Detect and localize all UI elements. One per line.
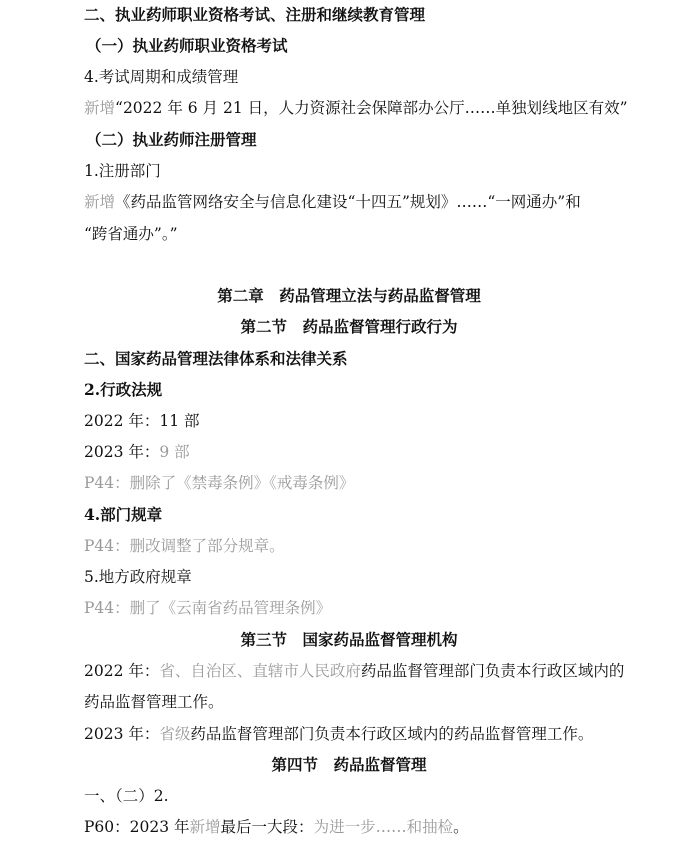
new-label: 新增 bbox=[84, 193, 116, 211]
year-2022-count bbox=[84, 410, 674, 432]
dept-rules-title: 4.部门规章 bbox=[84, 505, 163, 524]
section-three-heading: 第三节 国家药品监督管理机构 bbox=[240, 630, 458, 649]
sub-one-title: （一）执业药师职业资格考试 bbox=[86, 36, 288, 55]
p44-deletion-text: 删除了《禁毒条例》《戒毒条例》 bbox=[129, 474, 355, 492]
p44-adjust-note bbox=[84, 535, 674, 557]
p44-yunnan-text: 删了《云南省药品管理条例》 bbox=[129, 599, 332, 617]
p44-label: P44： bbox=[84, 537, 130, 555]
p60-label: P60：2023 年 bbox=[84, 818, 190, 836]
year-2023-label: 2023 年： bbox=[84, 443, 160, 461]
new-exam-paragraph bbox=[84, 97, 674, 119]
agency-2023-label: 2023 年： bbox=[84, 725, 160, 743]
agency-2023-text: 药品监督管理部门负责本行政区域内的药品监督管理工作。 bbox=[190, 725, 594, 743]
new-registration-text: 《药品监管网络安全与信息化建设“十四五”规划》……“一网通办”和 bbox=[115, 193, 581, 211]
p60-gray-text: 为进一步……和抽检 bbox=[313, 818, 454, 836]
agency-2022-text: 药品监督管理部门负责本行政区域内的 bbox=[360, 662, 625, 680]
p60-mid-text: 最后一大段： bbox=[220, 818, 314, 836]
section-two-heading: 第二节 药品监督管理行政行为 bbox=[240, 317, 458, 336]
year-2022-label: 2022 年： bbox=[84, 412, 160, 430]
agency-2022-gray: 省、自治区、直辖市人民政府 bbox=[159, 662, 361, 680]
p44-deletion-note bbox=[84, 472, 674, 494]
section-four-heading: 第四节 药品监督管理 bbox=[271, 755, 427, 774]
new-registration-text-cont: “跨省通办”。” bbox=[84, 225, 178, 243]
p44-adjust-text: 删改调整了部分规章。 bbox=[129, 537, 285, 555]
year-2022-value: 11 部 bbox=[159, 412, 200, 430]
agency-2022-label: 2022 年： bbox=[84, 662, 160, 680]
p60-end-text: 。 bbox=[453, 818, 469, 836]
agency-2022-paragraph bbox=[84, 660, 674, 682]
admin-regulations-title: 2.行政法规 bbox=[84, 380, 163, 399]
item-1-2: 一、（二）2. bbox=[84, 787, 169, 805]
p44-yunnan-note bbox=[84, 597, 674, 619]
agency-2023-paragraph bbox=[84, 723, 674, 745]
sub-two-title: （二）执业药师注册管理 bbox=[86, 130, 257, 149]
year-2023-value: 9 部 bbox=[159, 443, 190, 461]
year-2023-count bbox=[84, 441, 674, 463]
agency-2022-cont: 药品监督管理工作。 bbox=[84, 693, 224, 711]
law-system-title: 二、国家药品管理法律体系和法律关系 bbox=[84, 349, 348, 368]
item-4-exam-cycle: 4.考试周期和成绩管理 bbox=[84, 68, 239, 86]
new-label: 新增 bbox=[84, 99, 116, 117]
p60-new-label: 新增 bbox=[189, 818, 221, 836]
new-registration-paragraph bbox=[84, 191, 674, 213]
local-rules-title: 5.地方政府规章 bbox=[84, 568, 192, 586]
p44-label: P44： bbox=[84, 599, 130, 617]
p60-note bbox=[84, 816, 674, 838]
chapter-two-title: 第二章 药品管理立法与药品监督管理 bbox=[217, 286, 481, 305]
item-1-registration-dept: 1.注册部门 bbox=[84, 162, 161, 180]
agency-2023-gray: 省级 bbox=[159, 725, 191, 743]
p44-label: P44： bbox=[84, 474, 130, 492]
section-two-title: 二、执业药师职业资格考试、注册和继续教育管理 bbox=[84, 5, 426, 24]
new-exam-text: “2022 年 6 月 21 日，人力资源社会保障部办公厅……单独划线地区有效” bbox=[115, 99, 628, 117]
